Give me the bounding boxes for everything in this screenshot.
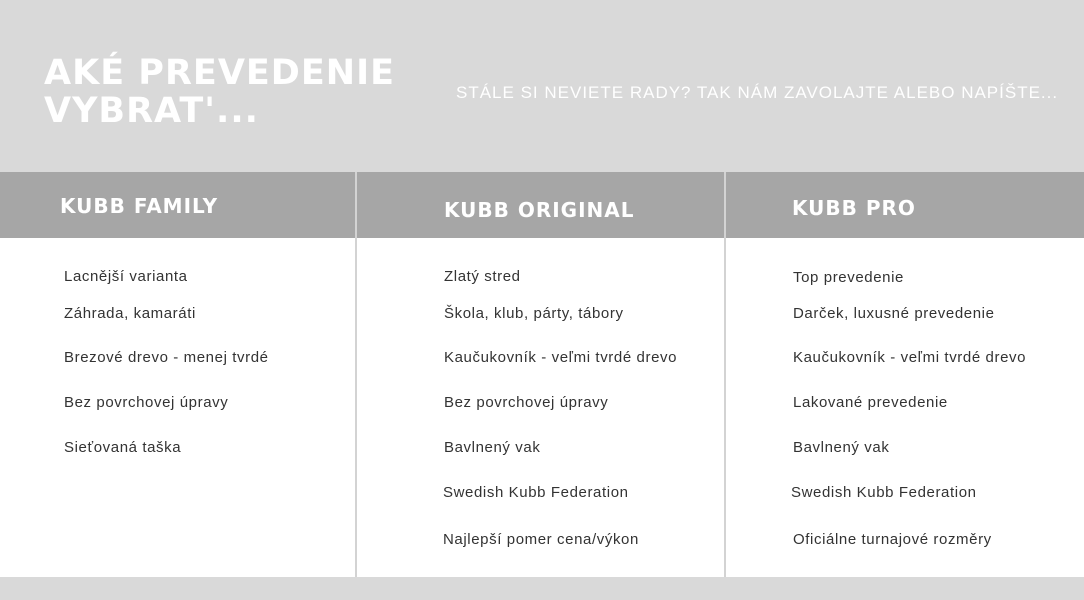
footer-band: [0, 577, 1084, 600]
feature-item: Lakované prevedenie: [793, 394, 948, 411]
column-title: KUBB PRO: [792, 196, 916, 220]
column-kubb-family: [0, 172, 355, 577]
feature-item: Záhrada, kamaráti: [64, 305, 196, 322]
column-title: KUBB FAMILY: [60, 194, 219, 218]
feature-item: Najlepší pomer cena/výkon: [443, 531, 639, 548]
feature-item: Lacnější varianta: [64, 268, 188, 285]
feature-item: Darček, luxusné prevedenie: [793, 305, 995, 322]
column-title: KUBB ORIGINAL: [444, 198, 635, 222]
feature-item: Brezové drevo - menej tvrdé: [64, 349, 269, 366]
comparison-table: [0, 172, 1084, 577]
feature-item: Bavlnený vak: [444, 439, 541, 456]
feature-item: Sieťovaná taška: [64, 439, 182, 456]
feature-item: Bez povrchovej úpravy: [444, 394, 609, 411]
column-kubb-original: [357, 172, 724, 577]
column-header: [357, 172, 724, 238]
column-header: [726, 172, 1084, 238]
feature-item: Zlatý stred: [444, 268, 521, 285]
feature-item: Swedish Kubb Federation: [791, 484, 977, 501]
column-kubb-pro: [726, 172, 1084, 577]
feature-item: Bez povrchovej úpravy: [64, 394, 229, 411]
feature-item: Kaučukovník - veľmi tvrdé drevo: [793, 349, 1027, 366]
column-header: [0, 172, 355, 238]
hero-banner: [0, 0, 1084, 172]
feature-item: Swedish Kubb Federation: [443, 484, 629, 501]
feature-item: Top prevedenie: [793, 269, 904, 286]
feature-item: Oficiálne turnajové rozměry: [793, 531, 992, 548]
feature-item: Škola, klub, párty, tábory: [444, 305, 624, 322]
hero-title: AKÉ PREVEDENIE VYBRAT'...: [44, 53, 395, 131]
hero-subtitle: STÁLE SI NEVIETE RADY? TAK NÁM ZAVOLAJTE ALEBO NAPÍŠTE...: [456, 83, 1059, 102]
feature-item: Kaučukovník - veľmi tvrdé drevo: [444, 349, 678, 366]
feature-item: Bavlnený vak: [793, 439, 890, 456]
